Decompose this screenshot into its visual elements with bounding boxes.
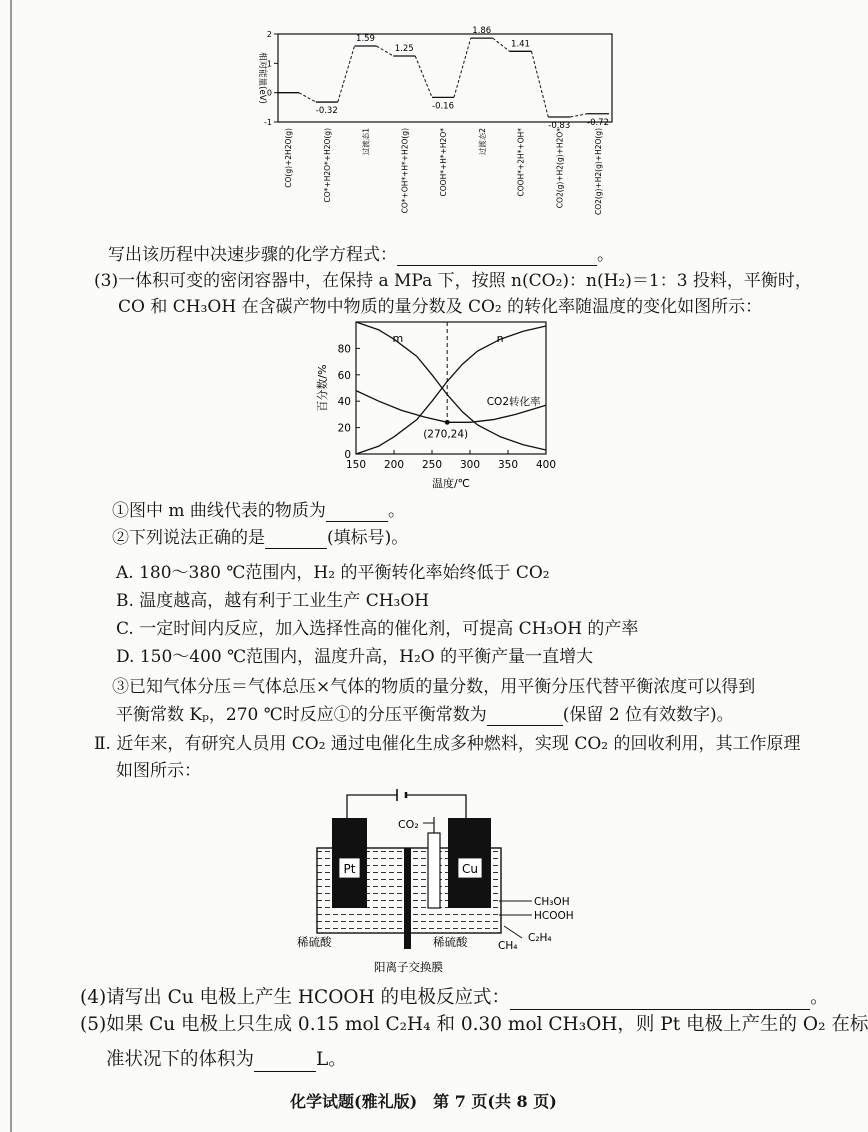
pt-label: Pt (343, 862, 356, 876)
energy-value-label: -0.83 (548, 121, 571, 132)
q4: (4)请写出 Cu 电极上产生 HCOOH 的电极反应式： 。 (80, 987, 829, 1008)
eq-x-tick-label: 300 (459, 459, 481, 471)
energy-value-label: -0.16 (432, 101, 454, 112)
c2h4-label: C₂H₄ (528, 932, 552, 944)
energy-value-label: -0.32 (315, 106, 338, 117)
energy-connector-4 (415, 56, 432, 97)
energy-value-label: -0.72 (587, 117, 609, 128)
q5-line1: (5)如果 Cu 电极上只生成 0.15 mol C₂H₄ 和 0.30 mol CH₃OH，则 Pt 电极上产生的 O₂ 在标 (80, 1014, 868, 1035)
acid-left-label: 稀硫酸 (297, 935, 332, 949)
eq-x-tick-label: 200 (383, 459, 405, 471)
energy-category-label: 过渡态2 (477, 128, 487, 156)
co2-curve-label: CO2转化率 (486, 396, 541, 409)
energy-y-axis-label: 相对能量(eV) (257, 52, 267, 104)
q3-intro-line2: CO 和 CH₃OH 在含碳产物中物质的量分数及 CO₂ 的转化率随温度的变化如图所示： (118, 297, 763, 317)
option-c: C. 一定时间内反应，加入选择性高的催化剂，可提高 CH₃OH 的产率 (116, 619, 639, 639)
energy-y-tick-label: -1 (264, 118, 272, 127)
option-d: D. 150～400 ℃范围内，温度升高，H₂O 的平衡产量一直增大 (116, 647, 594, 667)
part-ii-intro-line1: Ⅱ. 近年来，有研究人员用 CO₂ 通过电催化生成多种燃料，实现 CO₂ 的回收利用，其工作原理 (94, 734, 801, 754)
eq-x-tick-label: 150 (345, 459, 367, 471)
eq-y-tick-label: 80 (337, 343, 351, 356)
q3-intro-line1: (3)一体积可变的密闭容器中，在保持 a MPa 下，按照 n(CO₂)：n(H₂)＝1：3 投料，平衡时， (94, 271, 812, 291)
eq-point-annotation: (270,24) (423, 428, 469, 441)
q3-sub3-line1: ③已知气体分压＝气体总压×气体的物质的量分数，用平衡分压代替平衡浓度可以得到 (112, 677, 756, 697)
eq-y-tick-label: 20 (337, 422, 351, 435)
energy-category-label: 过渡态1 (361, 128, 371, 156)
energy-category-label: CO2(g)+H2(g)+H2O* (555, 128, 565, 209)
eq-y-tick-label: 0 (344, 449, 351, 461)
m-curve-label: m (392, 331, 404, 345)
energy-value-label: 1.86 (472, 26, 492, 37)
q3-sub3-line2: 平衡常数 Kₚ，270 ℃时反应①的分压平衡常数为 (保留 2 位有效数字)。 (116, 705, 734, 725)
energy-category-label: COOH*+H*+H2O* (439, 128, 448, 197)
option-b: B. 温度越高，越有利于工业生产 CH₃OH (116, 591, 430, 611)
energy-connector-6 (493, 38, 510, 51)
eq-x-tick-label: 250 (421, 459, 443, 471)
energy-category-label: COOH*+2H*+OH* (516, 128, 526, 197)
energy-connector-8 (570, 114, 587, 117)
equilibrium-chart (308, 318, 558, 498)
energy-y-tick-label: 0 (266, 88, 272, 98)
eq-x-tick-label: 350 (497, 459, 519, 471)
co2-inlet-tube (428, 833, 440, 908)
electrolysis-cell-diagram (260, 785, 580, 983)
hcooh-label: HCOOH (534, 910, 574, 922)
energy-value-label: 1.25 (394, 44, 414, 54)
eq-intersection-point (445, 420, 450, 425)
acid-right-label: 稀硫酸 (433, 935, 468, 949)
eq-y-tick-label: 40 (337, 396, 351, 409)
membrane-label: 阳离子交换膜 (374, 960, 443, 974)
energy-connector-3 (377, 46, 394, 56)
eq-x-axis-label: 温度/℃ (431, 477, 471, 490)
energy-y-tick-label: 1 (266, 59, 272, 69)
n-curve-label: n (496, 331, 504, 345)
energy-value-label: 1.41 (511, 39, 530, 50)
energy-connector-1 (299, 93, 316, 102)
cation-exchange-membrane (404, 848, 411, 949)
co2-label: CO₂ (398, 818, 419, 831)
wire-left (347, 795, 397, 818)
energy-category-label: CO*+OH*+H*+H2O(g) (400, 128, 410, 214)
q3-sub1: ①图中 m 曲线代表的物质为 。 (112, 501, 405, 521)
ch4-label: CH₄ (498, 940, 518, 952)
q5-line2: 准状况下的体积为 L。 (106, 1049, 347, 1070)
energy-connector-5 (454, 38, 471, 97)
question-rate-step: 写出该历程中决速步骤的化学方程式： 。 (108, 245, 614, 265)
energy-category-label: CO2(g)+H2(g)+H2O(g) (594, 128, 603, 216)
ch3oh-label: CH₃OH (534, 896, 570, 908)
energy-category-label: CO(g)+2H2O(g) (284, 128, 293, 188)
energy-y-tick-label: 2 (266, 30, 272, 39)
energy-connector-2 (338, 46, 355, 102)
option-a: A. 180～380 ℃范围内，H₂ 的平衡转化率始终低于 CO₂ (116, 563, 550, 583)
eq-y-axis-label: 百分数/% (316, 364, 329, 412)
eq-y-tick-label: 60 (337, 369, 351, 382)
part-ii-intro-line2: 如图所示： (116, 761, 201, 781)
gas-arrow (504, 926, 522, 938)
cu-label: Cu (462, 862, 478, 876)
eq-x-tick-label: 400 (535, 459, 557, 471)
wire-right (406, 795, 466, 818)
page-footer: 化学试题(雅礼版) 第 7 页(共 8 页) (290, 1092, 557, 1111)
q3-sub2: ②下列说法正确的是 (填标号)。 (112, 528, 409, 548)
page-fold-line (10, 0, 12, 1132)
energy-category-label: CO*+H2O*+H2O(g) (322, 128, 332, 203)
energy-profile-chart (250, 28, 620, 240)
energy-connector-7 (532, 51, 549, 117)
energy-value-label: 1.59 (356, 34, 375, 45)
